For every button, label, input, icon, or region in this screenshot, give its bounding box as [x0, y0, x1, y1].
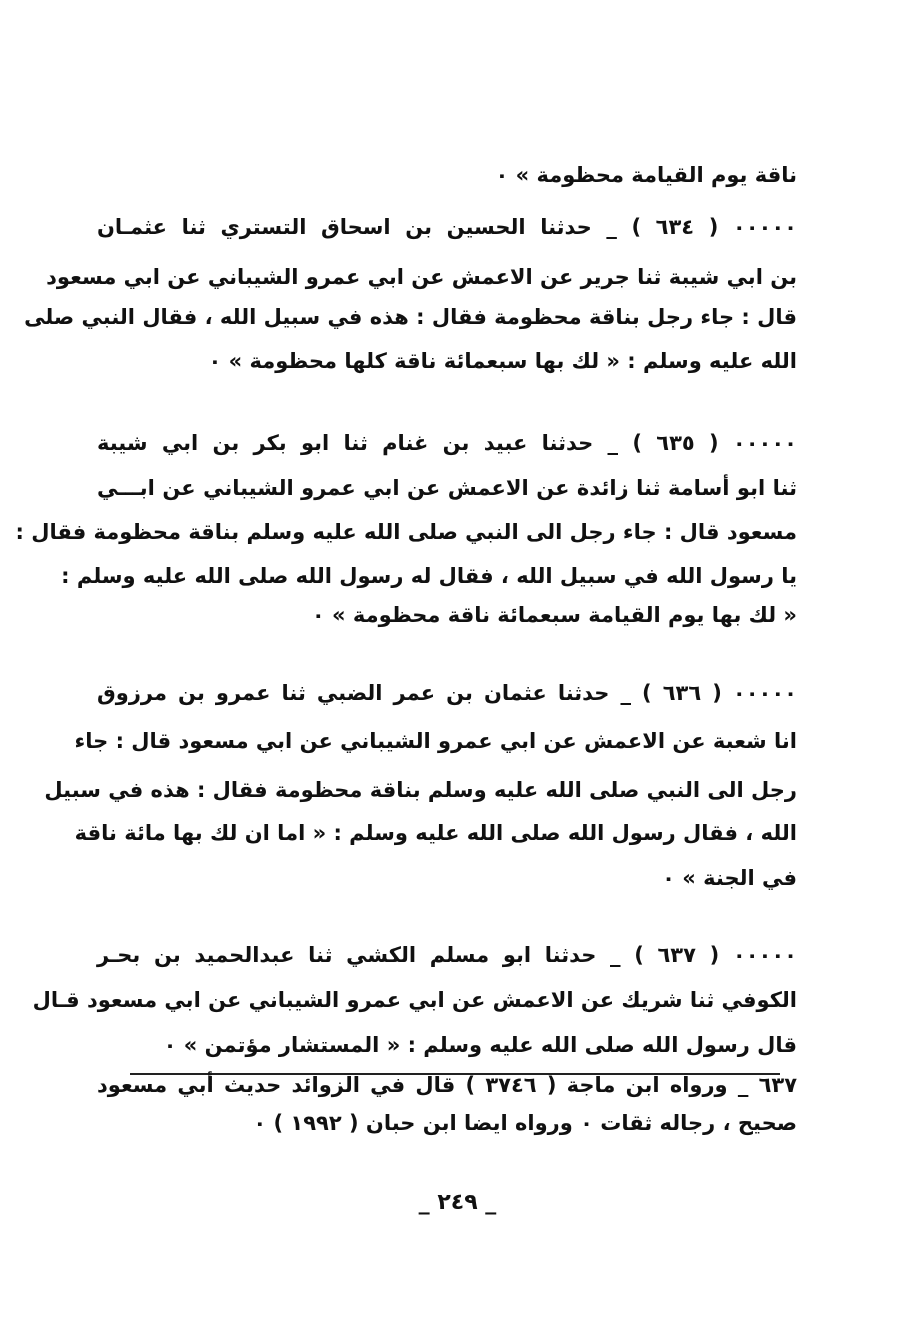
- text-line: ٠٠٠٠٠ ( ٦٣٧ ) _ حدثنا ابو مسلم الكشي ثنا عبدالحميد بن بحـر: [97, 943, 797, 967]
- footnote-line: صحيح ، رجاله ثقات ٠ ورواه ايضا ابن حبان ( ١٩٩٢ ) ٠: [253, 1111, 797, 1135]
- text-line: الله عليه وسلم : « لك بها سبعمائة ناقة كلها محظومة » ٠: [208, 349, 797, 373]
- text-line: رجل الى النبي صلى الله عليه وسلم بناقة محظومة فقال : هذه في سبيل: [44, 778, 797, 802]
- text-line: قال رسول الله صلى الله عليه وسلم : « المستشار مؤتمن » ٠: [163, 1033, 797, 1057]
- page-number: _ ٢٤٩ _: [418, 1190, 497, 1215]
- text-line: ٠٠٠٠٠ ( ٦٣٤ ) _ حدثنا الحسين بن اسحاق التستري ثنا عثمـان: [97, 215, 797, 239]
- text-line: ثنا ابو أسامة ثنا زائدة عن الاعمش عن ابي عمرو الشيباني عن ابـــي: [97, 476, 797, 500]
- text-line: ٠٠٠٠٠ ( ٦٣٥ ) _ حدثنا عبيد بن غنام ثنا ابو بكر بن ابي شيبة: [97, 431, 797, 455]
- text-line: بن ابي شيبة ثنا جرير عن الاعمش عن ابي عمرو الشيباني عن ابي مسعود: [46, 265, 797, 289]
- text-line: ٠٠٠٠٠ ( ٦٣٦ ) _ حدثنا عثمان بن عمر الضبي ثنا عمرو بن مرزوق: [97, 681, 797, 705]
- text-line: في الجنة » ٠: [662, 866, 797, 890]
- text-line: انا شعبة عن الاعمش عن ابي عمرو الشيباني عن ابي مسعود قال : جاء: [74, 729, 797, 753]
- text-line: مسعود قال : جاء رجل الى النبي صلى الله عليه وسلم بناقة محظومة فقال :: [15, 520, 797, 544]
- text-line: قال : جاء رجل بناقة محظومة فقال : هذه في سبيل الله ، فقال النبي صلى: [24, 305, 797, 329]
- text-line: الكوفي ثنا شريك عن الاعمش عن ابي عمرو الشيباني عن ابي مسعود قـال: [32, 988, 797, 1012]
- text-line: الله ، فقال رسول الله صلى الله عليه وسلم : « اما ان لك بها مائة ناقة: [74, 821, 797, 845]
- text-line: ناقة يوم القيامة محظومة » ٠: [495, 163, 797, 187]
- text-line: يا رسول الله في سبيل الله ، فقال له رسول الله صلى الله عليه وسلم :: [61, 564, 797, 588]
- footnote-line: ٦٣٧ _ ورواه ابن ماجة ( ٣٧٤٦ ) قال في الزوائد حديث أبي مسعود: [97, 1073, 798, 1097]
- text-line: « لك بها يوم القيامة سبعمائة ناقة محظومة » ٠: [311, 603, 797, 627]
